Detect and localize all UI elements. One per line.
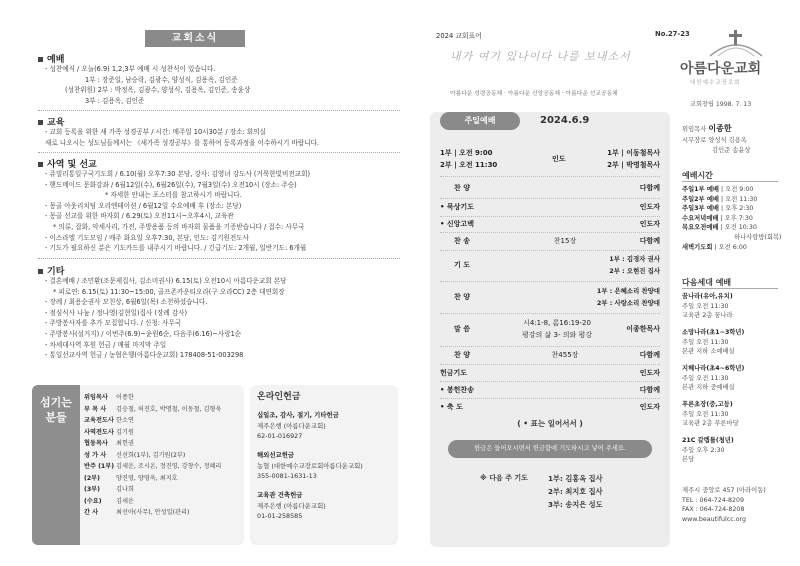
divider xyxy=(440,216,660,217)
motto-year-label: 2024 교회표어 xyxy=(436,32,482,40)
server-row: 반주 (1부) 김세운, 조시온, 정진영, 강창수, 정혜리 xyxy=(84,463,222,470)
giving-block: 교육관 건축헌금 제주은행 (아름다운교회) 01-01-258585 xyxy=(257,491,326,520)
order-row: 찬 양 1부 : 은혜소리 찬양대 2부 : 사랑소리 찬양대 xyxy=(454,287,660,307)
servers-title: 섬기는 분들 xyxy=(32,385,80,545)
next-gen-item: 푸른초장(중,고등) 주일 오전 11:30 교육관 2층 푸른마당 xyxy=(682,401,739,428)
divider xyxy=(440,232,660,233)
giving-block: 십일조, 감사, 절기, 기타헌금 제주은행 (아름다운교회) 62-01-016927 xyxy=(257,411,339,440)
worship-lines: - 성찬예식 / 오늘(6.9) 1,2,3부 예배 시 성찬식이 있습니다. 1부 : 장준일, 남승락, 김광수, 양성식, 김용옥, 김인준 (성찬위원) 2부 : 박정옥, 김광수, 양성식, 김용옥, 김인준, 송윤상 3부 : 김용옥, 김인준 xyxy=(45,65,251,105)
order-row: 찬 송 찬15장 다함께 xyxy=(454,237,660,245)
divider xyxy=(440,381,660,382)
section-worship: 예배 xyxy=(38,52,64,65)
next-gen-item: 꿈나라(유아,유치) 주일 오전 11:30 교육관 2층 꿈나라 xyxy=(682,293,733,320)
divider xyxy=(38,258,400,259)
order-row: 헌금기도 인도자 xyxy=(440,369,660,377)
offering-note: 헌금은 들어오시면서 헌금함에 기도하시고 넣어 주세요. xyxy=(448,440,652,458)
church-motto: 내가 여기 있나이다 나를 보내소서 xyxy=(450,50,631,63)
servers-list xyxy=(84,392,221,519)
service-tab: 주일예배 xyxy=(440,112,520,130)
church-name: 아름다운교회 xyxy=(680,61,762,77)
divider xyxy=(38,152,400,153)
server-row: 간 사 최선아(사무), 안성일(관리) xyxy=(84,509,190,516)
order-row: • 봉헌찬송 다함께 xyxy=(440,386,660,394)
divider xyxy=(38,110,400,111)
divider xyxy=(440,176,660,177)
server-row: (수요) 김세운 xyxy=(84,497,134,505)
website-link[interactable]: www.beautifulcc.org xyxy=(682,515,747,523)
server-row: (3부) 김나희 xyxy=(84,486,134,493)
next-gen-item: 21C 갈렙틀(청년) 주일 오후 2:30 본당 xyxy=(682,437,734,464)
pastor-info: 위임목사 이종한 xyxy=(682,124,732,133)
order-row: • 신앙고백 인도자 xyxy=(440,220,660,228)
next-week-label: ※ 다음 주 기도 xyxy=(480,474,528,482)
divider xyxy=(440,250,660,251)
schedule-title: 예배시간 xyxy=(682,171,713,180)
server-row: (2부) 양진영, 양영욱, 최지호 xyxy=(84,474,178,482)
server-row: 위임목사 이종한 xyxy=(84,394,134,401)
etc-lines: - 결혼예배 / 조민환(조문제집사, 김소미권사) 6.15(토) 오전10시 아름다운교회 본당 * 피로연: 6.15(토) 11:30~15:00, 골프존카운티오라(구 오라CC) 2층 대연회장 - 장례 / 최용순권사 모친상, 6월6일(목) 소천하셨습니다. - 점심식사 나눔 / 정나영(김현일)집사 (장례 감사) - 주방봉사자를 추가 모집합니다. / 신청: 사무국 - 주방봉사(설거지) / 이번주(6.9)~윤원6순, 다음주(6.16)~사랑1순 - 차세대사역 후원 헌금 / 매월 마지막 주일 - 통일선교사역 헌금 / 농협은행(아름다운교회) 178408-51-003298 xyxy=(45,277,287,360)
bullet-square-icon xyxy=(38,162,43,167)
section-etc: 기타 xyxy=(38,264,64,277)
section-education: 교육 xyxy=(38,115,64,128)
church-founded: 교회창립 1998. 7. 13 xyxy=(690,101,752,108)
divider xyxy=(682,181,778,182)
order-row: • 축 도 인도자 xyxy=(440,403,660,411)
divider xyxy=(440,346,660,347)
server-row: 성 가 사 신선희(1부), 김기원(2부) xyxy=(84,451,186,459)
divider xyxy=(682,288,778,289)
divider xyxy=(440,198,660,199)
server-row: 사역전도사 김기원 xyxy=(84,428,134,436)
server-row: 교육전도사 한소연 xyxy=(84,417,134,424)
contact-info: 제주시 중앙로 457 (아라이동) TEL : 064-724-8209 FAX : 064-724-8208 www.beautifulcc.org xyxy=(682,487,766,523)
news-header: 교회소식 xyxy=(145,30,245,47)
church-slogans: 아름다운 성령공동체 · 아름다운 신앙공동체 · 아름다운 선교공동체 xyxy=(450,91,618,97)
schedule-list: 주일1부 예배 | 오전 9:00 주일2부 예배 | 오전 11:30 주일3부 예배 | 오후 2:30 수요저녁예배 | 오후 7:30 목요오전예배 | 오전 10:30 하나사랑방(회복) 새벽기도회 | 오전 6:00 xyxy=(682,186,782,251)
stand-note: ( • 표는 일어서서 ) xyxy=(517,419,583,428)
server-row: 협동목사 최헌권 xyxy=(84,440,134,447)
online-giving-title: 온라인헌금 xyxy=(257,392,301,402)
church-denomination: 대한예수교장로회 xyxy=(690,80,741,86)
service-date: 2024.6.9 xyxy=(540,115,590,126)
order-row: 말 씀 시4:1-8, 롬16:19-20 평강의 삶 3- 의와 평강 이종한목사 xyxy=(454,319,660,339)
order-row: 찬 양 찬455장 다함께 xyxy=(454,351,660,359)
next-gen-item: 지혜나라(초4~6학년) 주일 오전 11:30 본관 지하 중예배실 xyxy=(682,365,745,392)
divider xyxy=(440,364,660,365)
section-mission: 사역 및 선교 xyxy=(38,157,97,170)
bullet-square-icon xyxy=(38,57,43,62)
order-row: 기 도 1부 : 김경자 권사 2부 : 오현진 집사 xyxy=(454,255,660,275)
divider xyxy=(440,281,660,282)
next-week-list: 1부: 김홍옥 집사 2부: 최지호 집사 3부: 송지은 성도 xyxy=(548,474,603,509)
order-row: 찬 양 다함께 xyxy=(454,184,660,192)
elders-info: 시무장로 양성식 김용옥 김인준 송윤상 xyxy=(682,137,751,154)
bullet-square-icon xyxy=(38,269,43,274)
church-logo-icon xyxy=(706,28,766,58)
giving-block: 해외선교헌금 농협 (대한예수교장로회아름다운교회) 355-0081-1631-13 xyxy=(257,451,363,480)
order-row: • 묵상기도 인도자 xyxy=(440,203,660,211)
server-row: 부 목 사 김승철, 허진호, 박명철, 이동철, 김형욱 xyxy=(84,405,222,413)
bullet-square-icon xyxy=(38,120,43,125)
next-gen-title: 다음세대 예배 xyxy=(682,278,732,287)
issue-number: No.27-23 xyxy=(655,30,690,38)
mission-lines: - 쥬빌리통일구국기도회 / 6.10(월) 오후7:30 본당, 강사: 김영녀 강도사 (거룩한빛비전교회) - 핸드메이드 문화강좌 / 6월12일(수), 6월26일(수), 7월3일(수) 오전10시 (장소: 주승) * 자세한 안내는 포스터를 참고하시기 바랍니다. - 몽골 아웃리치팀 오리엔테이션 / 6월12일 수요예배 후 (장소: 본당) - 몽골 선교를 위한 바자회 / 6.29(토) 오전11시~오후4시, 교육관 * 의류, 잡화, 악세사리, 가전, 주방용품 등의 바자회 물품을 기증받습니다 / 접수: 사무국 - 이스라엘 기도모임 / 매주 화요일 오후7:30, 본당, 인도: 김기원전도사 - 기도가 필요하신 분은 기도카드를 내주시기 바랍니다. / 긴급기도: 2개월, 일반기도: 6개월 xyxy=(45,170,311,253)
service-times: 1부 | 오전 9:00 2부 | 오전 11:30 인도 1부 | 이동철목사 2부 | 박명철목사 xyxy=(440,149,660,169)
divider xyxy=(440,313,660,314)
divider xyxy=(440,398,660,399)
next-gen-item: 소망나라(초1~3학년) 주일 오전 11:30 본관 지하 소예배실 xyxy=(682,329,745,356)
education-lines: - 교회 등록을 위한 새 가족 성경공부 / 시간: 매주일 10시30분 / 장소: 회의실 새로 나오시는 성도님들께서는 《새가족 성경공부》를 통하여 등록과정을 이수하시기 바랍니다. xyxy=(45,128,320,147)
